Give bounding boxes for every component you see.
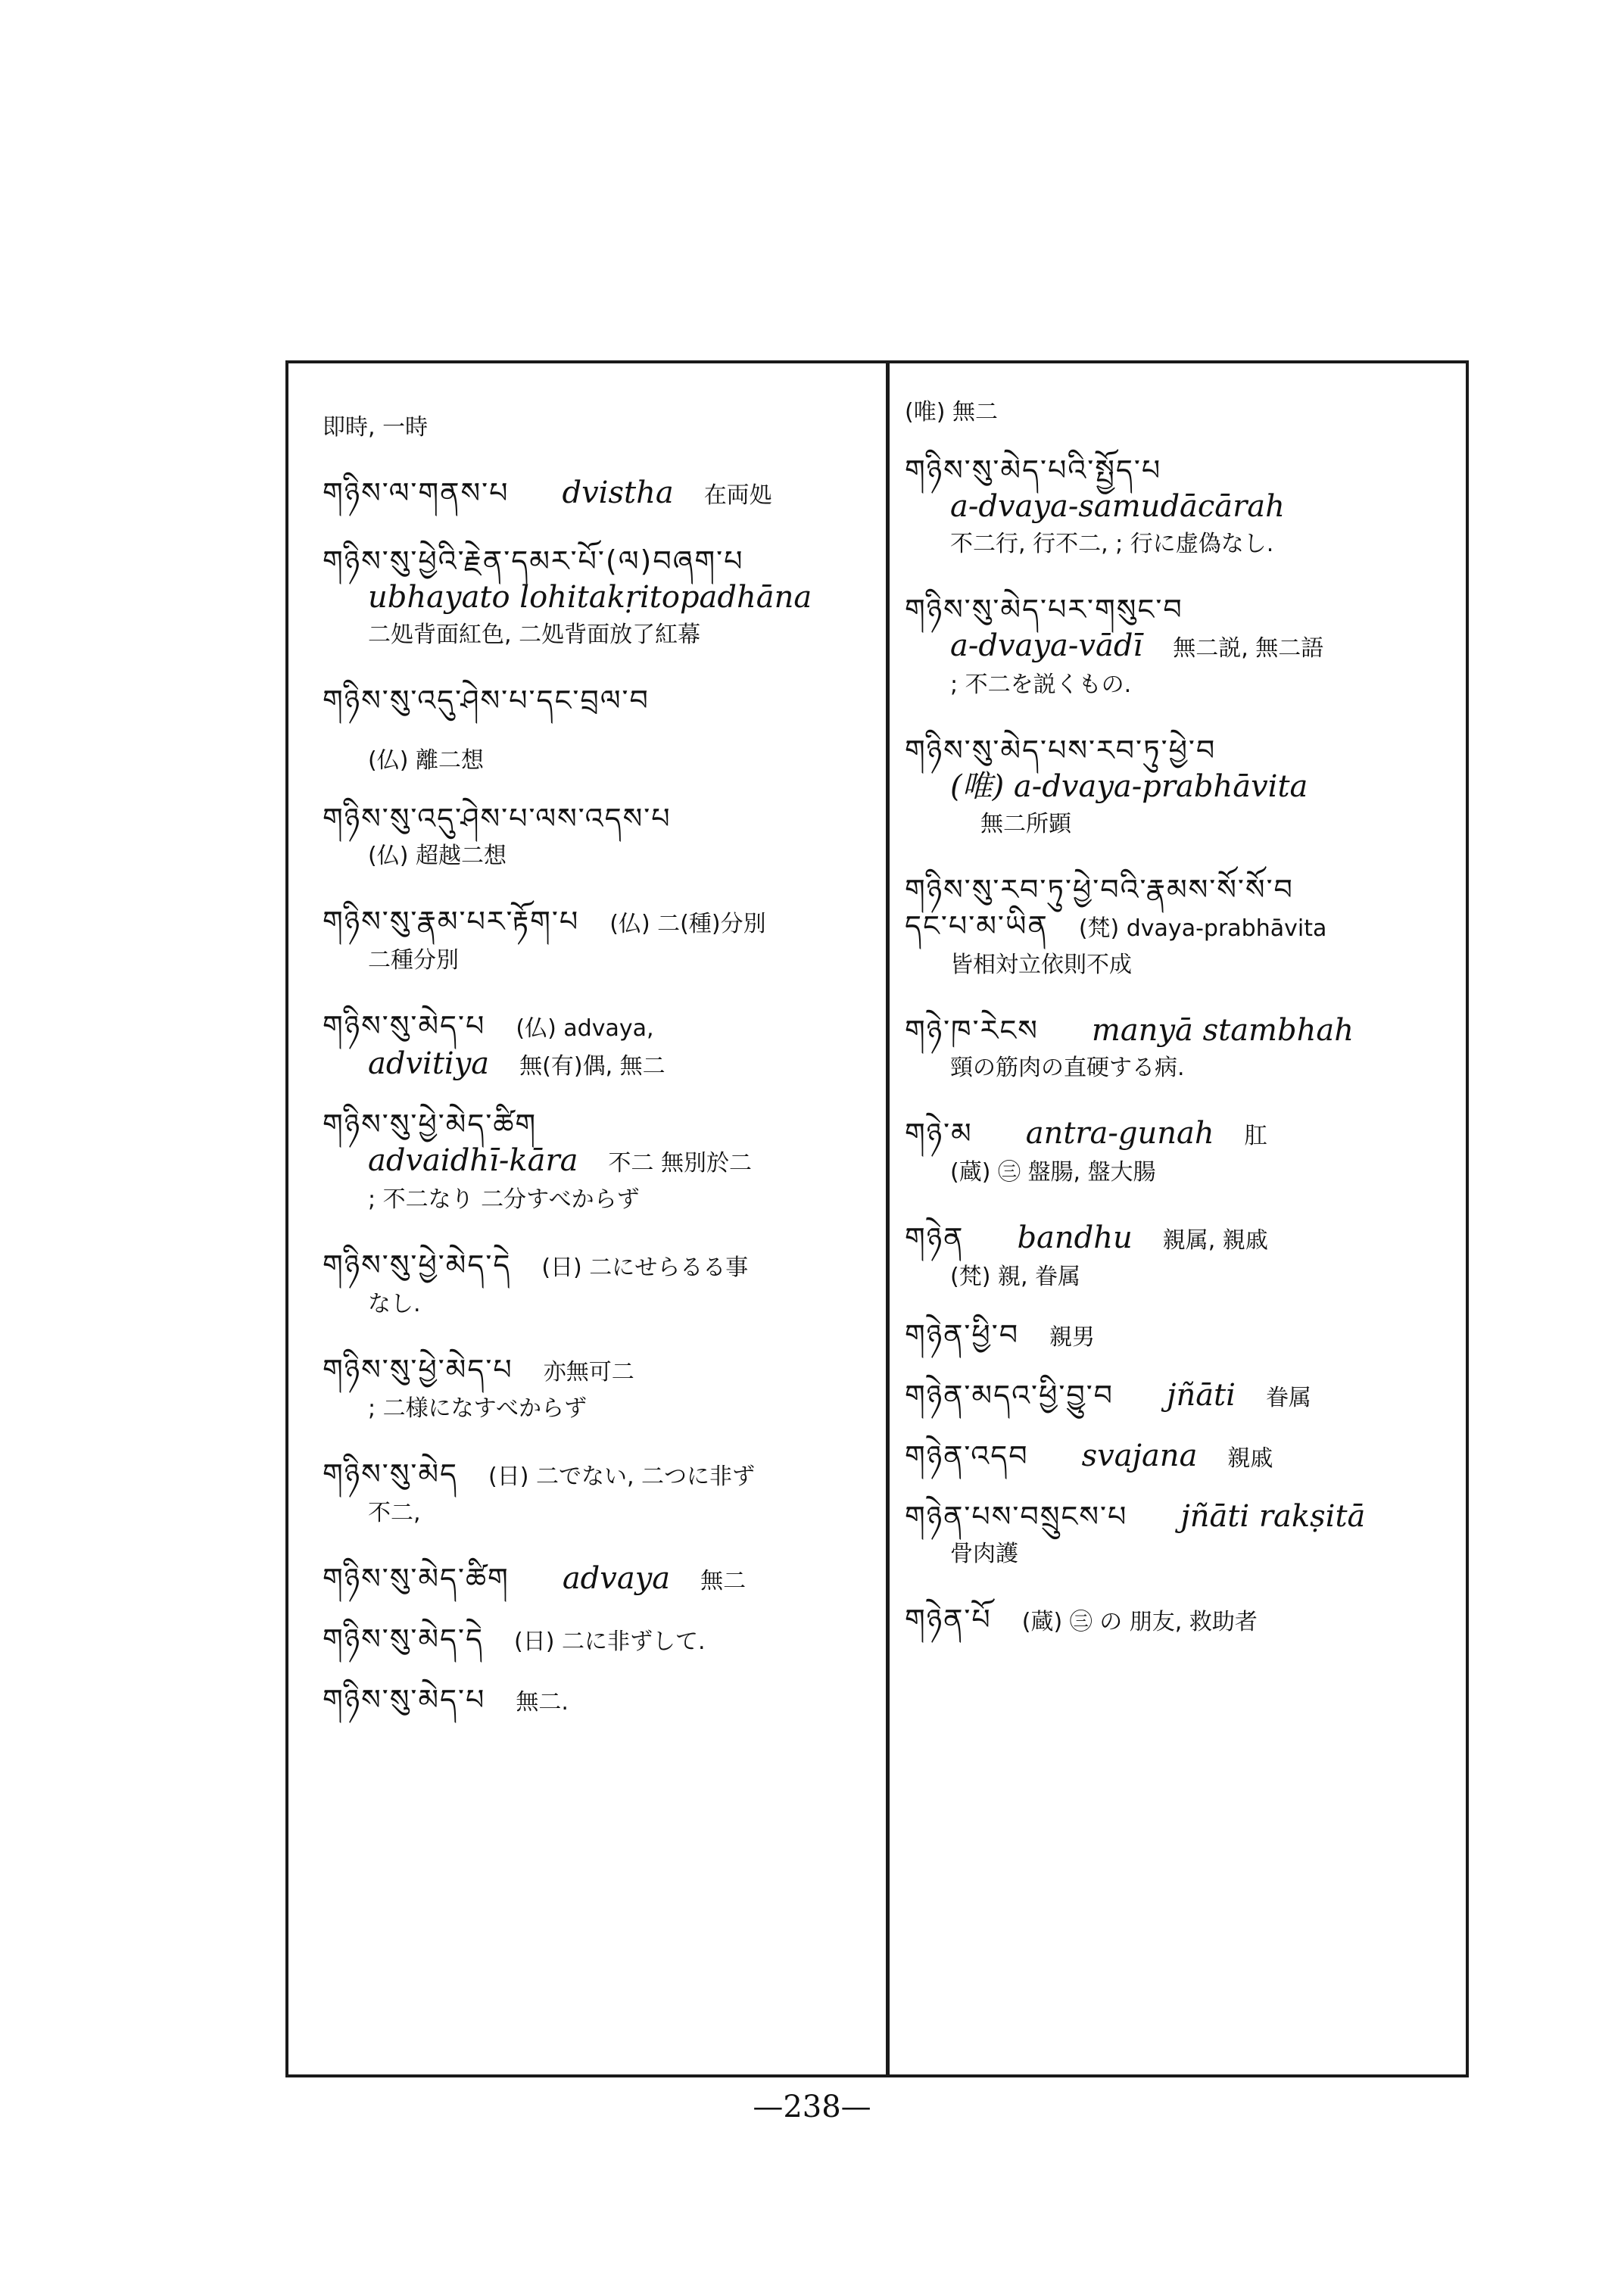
tibetan-headword: གཉིས་སུ་རྣམ་པར་རྟོག་པ	[323, 905, 580, 938]
definition-text: 無二所顕	[980, 811, 1071, 837]
entry-line	[905, 394, 1451, 430]
definition-text: 在両処	[703, 482, 772, 509]
entry-line	[905, 1317, 1451, 1355]
entry-line	[323, 580, 878, 616]
tibetan-headword: གཉིས་སུ་རབ་ཏུ་ཕྱེ་བའི་རྣམས་སོ་སོ་བ	[905, 873, 1294, 906]
definition-text: ; 二様になすべからず	[368, 1395, 588, 1422]
dictionary-entry	[905, 1602, 1451, 1640]
entry-line	[905, 1154, 1451, 1190]
tibetan-headword: དང་པ་མ་ཡིན	[905, 909, 1049, 943]
dictionary-entry	[323, 1248, 878, 1322]
dictionary-entry	[905, 592, 1451, 703]
sanskrit-term: a-dvaya-vādī	[950, 628, 1143, 663]
definition-text: 無(有)偶, 無二	[519, 1053, 665, 1080]
dictionary-entry	[905, 453, 1451, 562]
entry-line	[905, 666, 1451, 703]
entry-line	[905, 909, 1451, 946]
entry-line	[905, 806, 1451, 842]
entry-line	[323, 1286, 878, 1322]
definition-text: (仏) 二(種)分別	[609, 911, 766, 937]
entry-line	[905, 1013, 1451, 1049]
dictionary-entry	[323, 475, 878, 513]
definition-text: 二種分別	[368, 947, 459, 974]
tibetan-headword: གཉིས་སུ་མེད་དེ	[323, 1622, 485, 1656]
definition-text: 即時, 一時	[323, 414, 429, 441]
definition-text: 不二 無別於二	[608, 1150, 752, 1177]
dictionary-entry	[905, 394, 1451, 430]
dictionary-entry	[323, 1682, 878, 1720]
definition-text: (蔵) ㊂ の 朋友, 救助者	[1021, 1609, 1258, 1635]
sanskrit-term: bandhu	[1017, 1220, 1133, 1255]
entry-line	[905, 1535, 1451, 1572]
definition-text: (仏) 離二想	[368, 747, 484, 774]
dictionary-entry	[323, 742, 878, 778]
tibetan-headword: གཉིས་སུ་མེད	[323, 1457, 459, 1491]
dictionary-entry	[905, 1116, 1451, 1190]
definition-text: 親戚	[1227, 1445, 1273, 1472]
definition-text: 無二説, 無二語	[1173, 635, 1324, 662]
definition-text: (日) 二にせらるる事	[541, 1255, 749, 1281]
sanskrit-term: a-dvaya-samudācārah	[950, 489, 1285, 524]
entry-line	[905, 1220, 1451, 1258]
dictionary-entry	[323, 904, 878, 978]
entry-line	[905, 525, 1451, 562]
sanskrit-term: (唯) a-dvaya-prabhāvita	[950, 769, 1308, 804]
definition-text: 亦無可二	[543, 1359, 634, 1385]
dictionary-entry	[323, 801, 878, 874]
dictionary-entry	[323, 544, 878, 653]
entry-line	[323, 1107, 878, 1143]
tibetan-headword: གཉིས་སུ་མེད་པ	[323, 1009, 486, 1043]
sanskrit-term: advitiya	[368, 1046, 490, 1081]
dictionary-entry	[323, 1457, 878, 1531]
definition-text: (梵) dvaya-prabhāvita	[1078, 915, 1327, 942]
tibetan-headword: གཉེན་པོ	[905, 1603, 992, 1636]
entry-line	[323, 801, 878, 837]
tibetan-headword: གཉིས་སུ་ཕྱེ་མེད་དེ	[323, 1248, 512, 1282]
definition-text: 親男	[1049, 1324, 1096, 1351]
definition-text: (日) 二でない, 二つに非ず	[488, 1463, 756, 1490]
definition-text: 無二	[700, 1568, 747, 1594]
entry-line	[323, 1457, 878, 1495]
dictionary-page-frame	[285, 360, 1469, 2077]
tibetan-headword: གཉེན་འདབ	[905, 1439, 1029, 1473]
entry-line	[323, 1390, 878, 1426]
entry-line	[323, 904, 878, 942]
entry-line	[905, 592, 1451, 628]
entry-line	[323, 837, 878, 874]
page-number: —238—	[753, 2090, 871, 2124]
sanskrit-term: advaya	[562, 1561, 671, 1596]
entry-line	[323, 544, 878, 580]
dictionary-entry	[905, 1220, 1451, 1295]
dictionary-entry	[905, 1317, 1451, 1355]
entry-line	[323, 1143, 878, 1181]
entry-line	[905, 769, 1451, 806]
sanskrit-term: jñāti	[1167, 1378, 1236, 1413]
tibetan-headword: གཉེན	[905, 1221, 965, 1255]
entry-line	[905, 1116, 1451, 1154]
entry-line	[323, 1622, 878, 1660]
entry-line	[905, 1378, 1451, 1416]
tibetan-headword: གཉེན་པས་བསྲུངས་པ	[905, 1500, 1128, 1533]
entry-line	[905, 453, 1451, 489]
entry-line	[323, 1561, 878, 1599]
tibetan-headword: གཉིས་སུ་ཕྱེ་མེད་པ	[323, 1353, 513, 1386]
definition-text: (仏) 超越二想	[368, 843, 507, 869]
definition-text: (日) 二に非ずして.	[514, 1629, 706, 1655]
right-column	[890, 363, 1466, 2074]
tibetan-headword: གཉིས་སུ་མེད་པས་རབ་ཏུ་ཕྱེ་བ	[905, 734, 1217, 767]
tibetan-headword: གཉིས་སུ་མེད་ཚིག	[323, 1562, 510, 1595]
dictionary-entry	[323, 1561, 878, 1599]
definition-text: 二処背面紅色, 二処背面放了紅幕	[368, 622, 701, 648]
tibetan-headword: གཉིས་སུ་ཕྱེ་མེད་ཚིག	[323, 1108, 538, 1141]
entry-line	[905, 489, 1451, 525]
tibetan-headword: གཉེ་ཁ་རེངས	[905, 1014, 1039, 1047]
dictionary-entry	[323, 1622, 878, 1660]
definition-text: ; 不二なり 二分すべからず	[368, 1186, 640, 1213]
entry-line	[323, 1046, 878, 1084]
entry-line	[905, 1438, 1451, 1476]
definition-text: (蔵) ㊂ 盤腸, 盤大腸	[950, 1159, 1156, 1186]
sanskrit-term: antra-gunah	[1025, 1116, 1214, 1151]
dictionary-entry	[905, 1438, 1451, 1476]
dictionary-entry	[905, 1499, 1451, 1572]
definition-text: 不二,	[368, 1500, 421, 1526]
entry-line	[905, 1049, 1451, 1086]
dictionary-entry	[905, 733, 1451, 842]
entry-line	[323, 942, 878, 978]
dictionary-entry	[323, 1008, 878, 1084]
tibetan-headword: གཉེན་ཕྱི་བ	[905, 1318, 1020, 1351]
entry-line	[905, 1258, 1451, 1295]
definition-text: ; 不二を説くもの.	[950, 672, 1132, 698]
sanskrit-term: jñāti rakṣitā	[1180, 1499, 1366, 1534]
entry-line	[323, 1682, 878, 1720]
definition-text: (仏) advaya,	[516, 1015, 654, 1042]
entry-line	[323, 475, 878, 513]
tibetan-headword: གཉིས་སུ་མེད་པ	[323, 1683, 486, 1716]
dictionary-entry	[323, 683, 878, 719]
entry-line	[905, 946, 1451, 983]
definition-text: 皆相対立依則不成	[950, 952, 1132, 978]
sanskrit-term: manyā stambhah	[1091, 1013, 1354, 1048]
definition-text: なし.	[368, 1291, 421, 1317]
entry-line	[323, 616, 878, 653]
sanskrit-term: ubhayato lohitakṛitopadhāna	[368, 580, 812, 615]
entry-line	[905, 1602, 1451, 1640]
definition-text: 骨肉護	[950, 1541, 1018, 1567]
tibetan-headword: གཉིས་སུ་ཕྱེའི་རྗེན་དམར་པོ་(ལ)བཞག་པ	[323, 544, 744, 578]
definition-text: 不二行, 行不二, ; 行に虚偽なし.	[950, 531, 1274, 557]
entry-line	[323, 683, 878, 719]
dictionary-entry	[323, 1107, 878, 1217]
definition-text: (梵) 親, 眷属	[950, 1264, 1081, 1290]
dictionary-entry	[323, 409, 878, 445]
tibetan-headword: གཉིས་སུ་འདུ་ཤེས་པ་ལས་འདས་པ	[323, 802, 672, 835]
definition-text: 肛	[1244, 1123, 1267, 1149]
entry-line	[905, 628, 1451, 666]
definition-text: 眷属	[1265, 1385, 1311, 1411]
tibetan-headword: གཉིས་སུ་མེད་པའི་སྤྱོད་པ	[905, 454, 1162, 487]
sanskrit-term: svajana	[1081, 1438, 1198, 1473]
sanskrit-term: dvistha	[562, 475, 674, 510]
dictionary-entry	[905, 872, 1451, 983]
dictionary-entry	[323, 1352, 878, 1426]
entry-line	[323, 1008, 878, 1046]
tibetan-headword: གཉིས་ལ་གནས་པ	[323, 476, 510, 510]
entry-line	[323, 1495, 878, 1531]
definition-text: 親属, 親戚	[1162, 1227, 1268, 1254]
entry-line	[905, 872, 1451, 909]
entry-line	[905, 733, 1451, 769]
dictionary-entry	[905, 1378, 1451, 1416]
sanskrit-term: advaidhī-kāra	[368, 1143, 578, 1178]
entry-line	[323, 742, 878, 778]
entry-line	[323, 409, 878, 445]
definition-text: 頸の筋肉の直硬する病.	[950, 1055, 1185, 1081]
tibetan-headword: གཉིས་སུ་འདུ་ཤེས་པ་དང་བྲལ་བ	[323, 684, 650, 717]
entry-line	[323, 1248, 878, 1286]
dictionary-entry	[905, 1013, 1451, 1086]
tibetan-headword: གཉེན་མདའ་ཕྱི་བྱུ་བ	[905, 1379, 1114, 1412]
left-column	[288, 363, 890, 2074]
entry-line	[905, 1499, 1451, 1535]
entry-line	[323, 1181, 878, 1217]
tibetan-headword: གཉེ་མ	[905, 1117, 973, 1150]
tibetan-headword: གཉིས་སུ་མེད་པར་གསུང་བ	[905, 593, 1183, 626]
entry-line	[323, 1352, 878, 1390]
definition-text: 無二.	[516, 1689, 569, 1716]
definition-text: (唯) 無二	[905, 399, 998, 425]
